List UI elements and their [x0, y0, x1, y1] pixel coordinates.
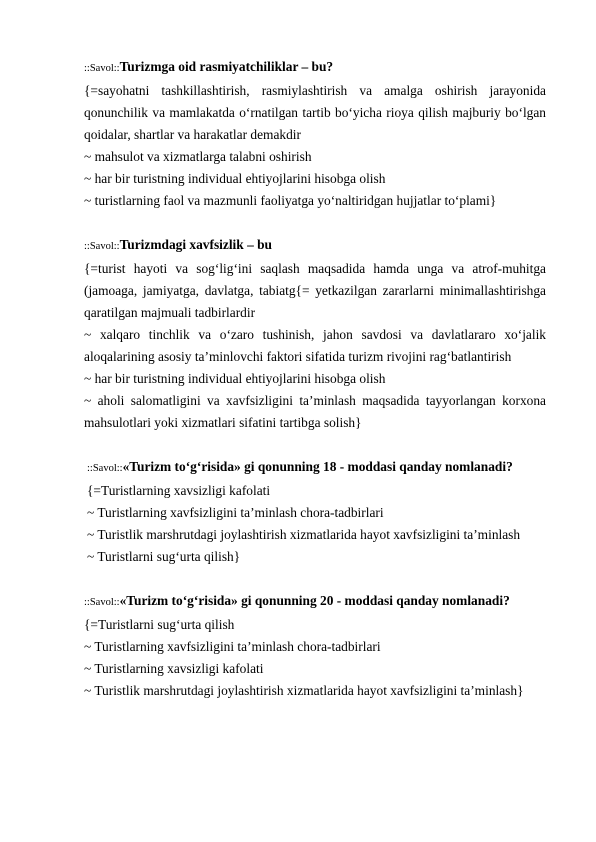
- question-title: «Turizm toʻgʻrisida» gi qonunning 20 - moddasi qanday nomlanadi?: [119, 593, 510, 608]
- answer-option: ~ aholi salomatligini va xavfsizligini taʼminlash maqsadida tayyorlangan korxona mahsulotlari yoki xizmatlari sifatini tartibga solish}: [84, 393, 546, 430]
- answer-option: ~ turistlarning faol va mazmunli faoliyatga yoʻnaltiridgan hujjatlar toʻplami}: [84, 193, 497, 208]
- question-heading: [87, 456, 546, 480]
- answer-option: ~ Turistlarni sugʻurta qilish}: [87, 549, 241, 564]
- question-prefix: ::Savol::: [87, 463, 123, 474]
- answer-option: ~ Turistlarning xavfsizligini taʼminlash chora-tadbirlari: [87, 505, 384, 520]
- answer-option: ~ har bir turistning individual ehtiyojlarini hisobga olish: [84, 371, 386, 386]
- correct-answer: {=sayohatni tashkillashtirish, rasmiylashtirish va amalga oshirish jarayonida qonunchilik va mamlakatda oʻrnatilgan tartib boʻyicha rioya qilish majburiy boʻlgan qoidalar, shartlar va harakatlar demakdir: [84, 83, 546, 142]
- answer-option: ~ Turistlarning xavfsizligini taʼminlash chora-tadbirlari: [84, 639, 381, 654]
- answer-option: ~ mahsulot va xizmatlarga talabni oshirish: [84, 149, 312, 164]
- correct-answer: {=turist hayoti va sogʻligʻini saqlash maqsadida hamda unga va atrof-muhitga (jamoaga, jamiyatga, davlatga, tabiatg{= yetkazilgan zararlarni minimallashtirishga qaratilgan majmuali tadbirlardir: [84, 261, 546, 320]
- question-block: [84, 56, 546, 212]
- answer-option: ~ Turistlik marshrutdagi joylashtirish xizmatlarida hayot xavfsizligini taʼminlash: [87, 527, 521, 542]
- question-block: [84, 234, 546, 434]
- question-heading: [84, 56, 546, 80]
- answer-option: ~ har bir turistning individual ehtiyojlarini hisobga olish: [84, 171, 386, 186]
- question-prefix: ::Savol::: [84, 241, 120, 252]
- question-prefix: ::Savol::: [84, 597, 120, 608]
- question-block: [84, 456, 546, 568]
- question-heading: [84, 234, 546, 258]
- correct-answer: {=Turistlarni sugʻurta qilish: [84, 617, 235, 632]
- question-title: Turizmga oid rasmiyatchiliklar – bu?: [119, 59, 334, 74]
- answer-option: ~ xalqaro tinchlik va oʻzaro tushinish, jahon savdosi va davlatlararo xoʻjalik aloqalarining asosiy taʼminlovchi faktori sifatida turizm rivojini ragʻbatlantirish: [84, 327, 546, 364]
- question-prefix: ::Savol::: [84, 63, 120, 74]
- question-block: [84, 590, 546, 702]
- question-title: Turizmdagi xavfsizlik – bu: [119, 237, 273, 252]
- document-page: [84, 56, 546, 702]
- question-title: «Turizm toʻgʻrisida» gi qonunning 18 - moddasi qanday nomlanadi?: [122, 459, 513, 474]
- correct-answer: {=Turistlarning xavsizligi kafolati: [87, 483, 271, 498]
- question-heading: [84, 590, 546, 614]
- answer-option: ~ Turistlik marshrutdagi joylashtirish xizmatlarida hayot xavfsizligini taʼminlash}: [84, 683, 524, 698]
- answer-option: ~ Turistlarning xavsizligi kafolati: [84, 661, 264, 676]
